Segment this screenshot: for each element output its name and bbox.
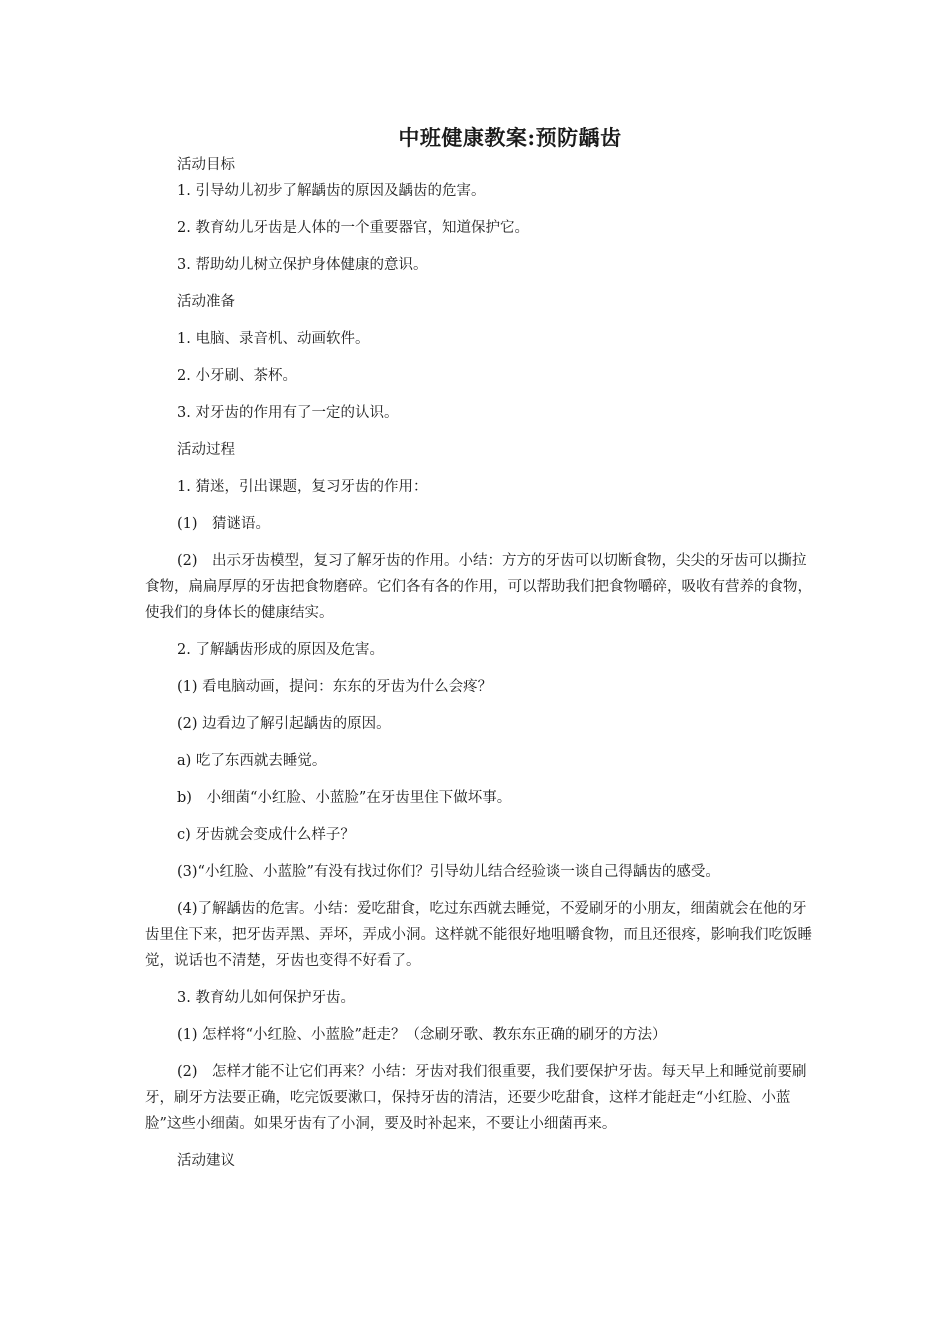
paragraph: 3. 教育幼儿如何保护牙齿。 bbox=[177, 990, 355, 1006]
paragraph: (1) 怎样将“小红脸、小蓝脸”赶走？（念刷牙歌、教东东正确的刷牙的方法） bbox=[177, 1027, 667, 1043]
paragraph: 1. 引导幼儿初步了解龋齿的原因及龋齿的危害。 bbox=[177, 183, 486, 199]
document-body bbox=[145, 152, 820, 1174]
paragraph: 2. 小牙刷、茶杯。 bbox=[177, 368, 297, 384]
section-heading-preparation: 活动准备 bbox=[177, 294, 235, 310]
paragraph: 3. 对牙齿的作用有了一定的认识。 bbox=[177, 405, 399, 421]
section-heading-suggestions: 活动建议 bbox=[177, 1153, 235, 1169]
paragraph: 3. 帮助幼儿树立保护身体健康的意识。 bbox=[177, 257, 428, 273]
paragraph: 2. 教育幼儿牙齿是人体的一个重要器官，知道保护它。 bbox=[177, 220, 529, 236]
paragraph: (2) 怎样才能不让它们再来？小结：牙齿对我们很重要，我们要保护牙齿。每天早上和睡觉前要刷牙，刷牙方法要正确，吃完饭要漱口，保持牙齿的清洁，还要少吃甜食，这样才能赶走“小红脸、小蓝脸”这些小细菌。如果牙齿有了小洞，要及时补起来，不要让小细菌再来。 bbox=[145, 1064, 807, 1132]
paragraph: 1. 猜迷，引出课题，复习牙齿的作用： bbox=[177, 479, 428, 495]
paragraph: a) 吃了东西就去睡觉。 bbox=[177, 753, 327, 769]
paragraph: 1. 电脑、录音机、动画软件。 bbox=[177, 331, 370, 347]
paragraph: (2) 出示牙齿模型，复习了解牙齿的作用。小结：方方的牙齿可以切断食物，尖尖的牙齿可以撕拉食物，扁扁厚厚的牙齿把食物磨碎。它们各有各的作用，可以帮助我们把食物嚼碎，吸收有营养的食物，使我们的身体长的健康结实。 bbox=[145, 553, 812, 621]
paragraph: (3)“小红脸、小蓝脸”有没有找过你们？引导幼儿结合经验谈一谈自己得龋齿的感受。 bbox=[177, 864, 720, 880]
paragraph: (4)了解龋齿的危害。小结：爱吃甜食，吃过东西就去睡觉，不爱刷牙的小朋友，细菌就会在他的牙齿里住下来，把牙齿弄黑、弄坏，弄成小洞。这样就不能很好地咀嚼食物，而且还很疼，影响我们吃饭睡觉，说话也不清楚，牙齿也变得不好看了。 bbox=[145, 901, 812, 969]
paragraph: 2. 了解龋齿形成的原因及危害。 bbox=[177, 642, 384, 658]
paragraph: (1) 看电脑动画，提问：东东的牙齿为什么会疼？ bbox=[177, 679, 493, 695]
paragraph: b) 小细菌“小红脸、小蓝脸”在牙齿里住下做坏事。 bbox=[177, 790, 512, 806]
section-heading-process: 活动过程 bbox=[177, 442, 235, 458]
document-title: 中班健康教案:预防龋齿 bbox=[398, 125, 622, 150]
section-heading-goals: 活动目标 bbox=[177, 157, 235, 173]
paragraph: (1) 猜谜语。 bbox=[177, 516, 271, 532]
paragraph: c) 牙齿就会变成什么样子？ bbox=[177, 827, 355, 843]
paragraph: (2) 边看边了解引起龋齿的原因。 bbox=[177, 716, 391, 732]
